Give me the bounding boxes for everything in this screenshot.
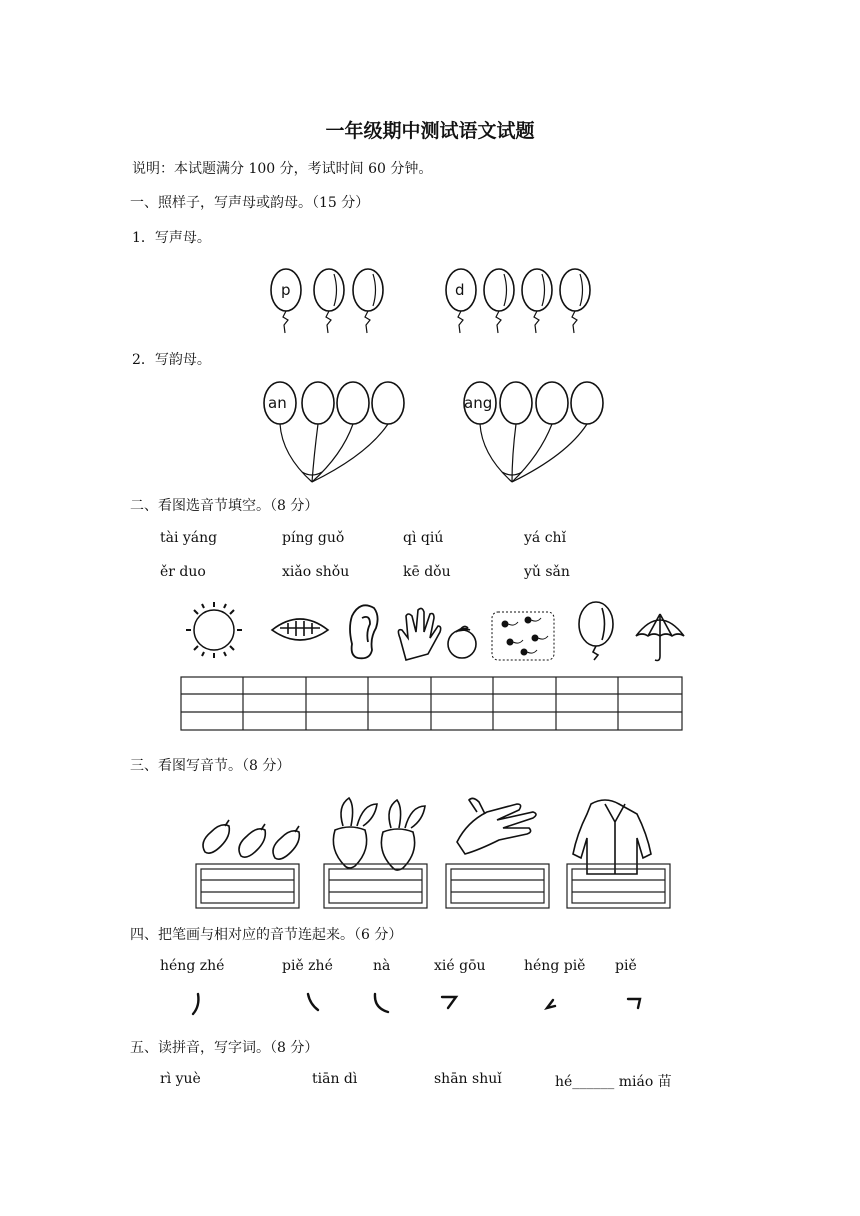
radishes-icon [333,798,425,870]
stroke-syllable: nà [373,958,391,974]
eggplants-icon [203,820,299,859]
teeth-icon [272,619,328,640]
balloon-icon [522,269,552,333]
balloon-icon [484,269,514,333]
ear-icon [350,605,378,658]
syllable-option: ěr duo [160,564,206,580]
section3-heading: 三、看图写音节。（8 分） [130,758,291,774]
balloon-icon [314,269,344,333]
stroke-syllable: héng piě [524,958,586,974]
section4-heading: 四、把笔画与相对应的音节连起来。（6 分） [130,927,403,943]
stroke-syllable: piě [615,958,637,974]
syllable-option: píng guǒ [282,530,345,546]
syllable-option: kē dǒu [403,564,451,580]
syllable-option: yá chǐ [524,530,567,546]
answer-boxes [195,862,675,910]
balloon-icon [579,602,613,660]
hand-icon [398,608,440,660]
stroke-glyph [375,994,388,1012]
pinyin-item: hé______ miáo 苗 [555,1074,672,1090]
pinyin-item: shān shuǐ [434,1071,502,1087]
tadpoles-icon [492,612,554,660]
section2-heading: 二、看图选音节填空。（8 分） [130,498,319,514]
stroke-glyph [193,994,198,1014]
sun-icon [186,602,242,658]
apple-icon [448,626,476,658]
umbrella-icon [636,614,684,661]
stroke-syllable: xié gōu [434,958,486,974]
stroke-syllable: héng zhé [160,958,225,974]
hand-icon [457,798,536,854]
final-example-ang: ang [464,394,493,412]
balloon-icon [353,269,383,333]
stroke-glyph [308,994,318,1010]
initial-example-d: d [455,281,465,299]
syllable-option: xiǎo shǒu [282,564,350,580]
strokes-row [160,988,660,1018]
exam-note: 说明：本试题满分 100 分，考试时间 60 分钟。 [132,161,433,177]
pinyin-item: rì yuè [160,1071,201,1087]
section1-heading: 一、照样子，写声母或韵母。（15 分） [130,195,370,211]
page-title: 一年级期中测试语文试题 [325,120,535,142]
section1-q1: 1．写声母。 [132,230,211,246]
section1-q2: 2．写韵母。 [132,352,211,368]
final-example-an: an [268,394,287,412]
stroke-syllable: piě zhé [282,958,333,974]
syllable-option: qì qiú [403,530,444,546]
initial-example-p: p [281,281,291,299]
initials-balloons-figure [268,264,608,336]
balloon-icon [446,269,476,333]
syllable-option: yǔ sǎn [524,564,570,580]
stroke-glyph [628,999,640,1008]
balloon-icon [271,269,301,333]
picture-row [180,598,690,670]
balloon-icon [560,269,590,333]
stroke-glyph [547,1000,555,1008]
syllable-option: tài yáng [160,530,218,546]
pinyin-item: tiān dì [312,1071,358,1087]
section5-heading: 五、读拼音，写字词。（8 分） [130,1040,319,1056]
answer-grid [181,677,683,731]
stroke-glyph [442,997,456,1008]
finals-balloons-figure [262,380,607,488]
